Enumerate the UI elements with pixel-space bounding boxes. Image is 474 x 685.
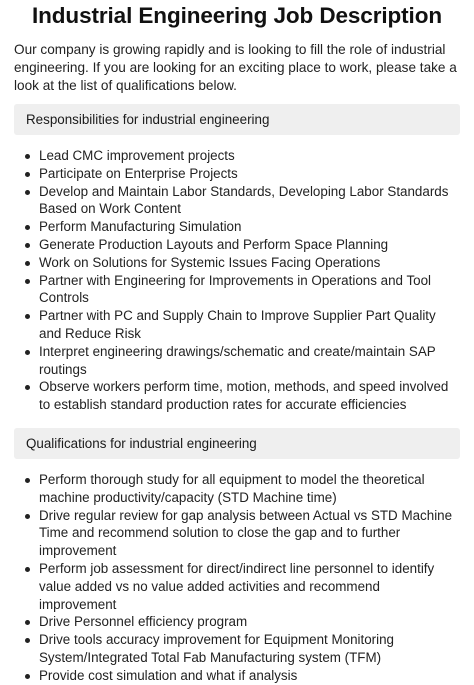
list-item — [14, 343, 460, 379]
list-item — [14, 471, 460, 507]
list-item-text: Partner with PC and Supply Chain to Improve Supplier Part Quality and Reduce Risk — [39, 308, 436, 341]
bullet-icon — [25, 674, 30, 679]
list-item — [14, 147, 460, 165]
responsibilities-heading: Responsibilities for industrial engineering — [26, 112, 270, 127]
list-item — [14, 307, 460, 343]
list-item — [14, 272, 460, 308]
bullet-icon — [25, 567, 30, 572]
responsibilities-header — [14, 104, 460, 135]
bullet-icon — [25, 350, 30, 355]
list-item-text: Lead CMC improvement projects — [39, 148, 235, 163]
list-item-text: Develop and Maintain Labor Standards, Developing Labor Standards Based on Work Content — [39, 183, 449, 217]
bullet-icon — [25, 638, 30, 643]
list-item-text: Provide cost simulation and what if analysis — [39, 667, 298, 683]
bullet-icon — [25, 172, 30, 177]
list-item-text: Work on Solutions for Systemic Issues Facing Operations — [39, 254, 381, 270]
bullet-icon — [25, 261, 30, 266]
list-item-text: Partner with Engineering for Improvements in Operations and Tool Controls — [39, 272, 432, 306]
list-item — [14, 560, 460, 613]
bullet-icon — [25, 154, 30, 159]
intro-paragraph: Our company is growing rapidly and is looking to fill the role of industrial engineering. If you are looking for an exciting place to work, please take a look at the list of qualifications below. — [14, 42, 457, 93]
list-item-text: Generate Production Layouts and Perform Space Planning — [39, 236, 389, 252]
bullet-icon — [25, 225, 30, 230]
list-item — [14, 378, 460, 414]
page-title: Industrial Engineering Job Description — [31, 3, 442, 28]
list-item — [14, 236, 460, 254]
list-item-text: Perform thorough study for all equipment to model the theoretical machine productivity/capacity (STD Machine time) — [39, 471, 425, 505]
responsibilities-list — [14, 147, 460, 414]
qualifications-heading: Qualifications for industrial engineering — [26, 435, 257, 451]
bullet-icon — [25, 514, 30, 519]
qualifications-header — [14, 428, 460, 459]
list-item-text: Drive tools accuracy improvement for Equipment Monitoring System/Integrated Total Fab Manufacturing system (TFM) — [39, 632, 394, 665]
list-item-text: Perform Manufacturing Simulation — [39, 219, 242, 235]
list-item — [14, 183, 460, 219]
list-item — [14, 165, 460, 183]
list-item — [14, 613, 460, 631]
list-item-text: Drive regular review for gap analysis between Actual vs STD Machine Time and recommend solution to close the gap and to further improvement — [39, 507, 453, 559]
list-item — [14, 631, 460, 667]
bullet-icon — [25, 314, 30, 319]
qualifications-list — [14, 471, 460, 685]
list-item — [14, 507, 460, 560]
bullet-icon — [25, 385, 30, 390]
list-item-text: Participate on Enterprise Projects — [39, 165, 238, 181]
list-item-text: Observe workers perform time, motion, methods, and speed involved to establish standard production rates for accurate efficiencies — [39, 379, 449, 413]
list-item-text: Interpret engineering drawings/schematic and create/maintain SAP routings — [39, 343, 436, 377]
list-item-text: Drive Personnel efficiency program — [39, 614, 248, 630]
list-item — [14, 667, 460, 685]
bullet-icon — [25, 620, 30, 625]
list-item — [14, 254, 460, 272]
bullet-icon — [25, 478, 30, 483]
bullet-icon — [25, 243, 30, 248]
bullet-icon — [25, 190, 30, 195]
list-item — [14, 218, 460, 236]
list-item-text: Perform job assessment for direct/indirect line personnel to identify value added vs no value added activities and recommend improvement — [39, 560, 435, 612]
bullet-icon — [25, 279, 30, 284]
